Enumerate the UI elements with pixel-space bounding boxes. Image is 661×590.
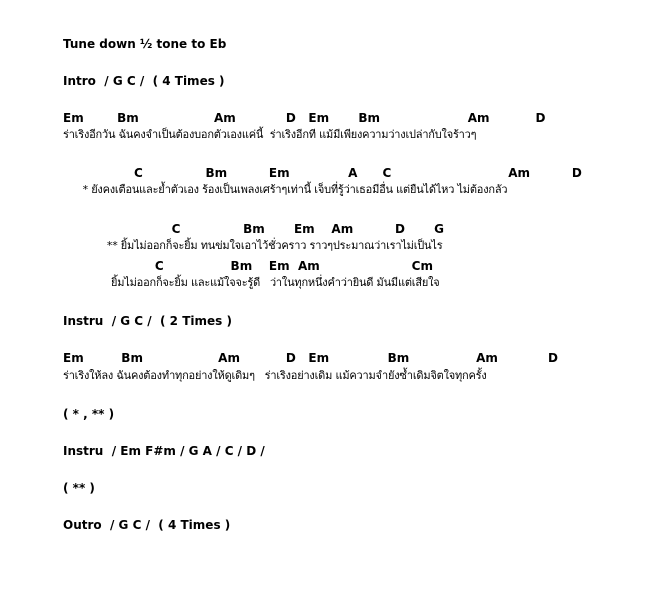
prechorus-lyrics: * ยังคงเตือนและย้ำตัวเอง ร้องเป็นเพลงเศร้าๆเท่านี้ เจ็บที่รู้ว่าเธอมีอื่น แต่ยืนได้ไหว ไม่ต้องกลัว [76,183,508,196]
chorus-b-lyrics: ยิ้มไม่ออกก็จะยิ้ม และแม้ใจจะรู้ดี ว่าในทุกหนึ่งคำว่ายินดี มันมีแต่เสียใจ [111,276,440,289]
intro-line: Intro / G C / ( 4 Times ) [63,74,225,88]
chorus-a-lyrics: ** ยิ้มไม่ออกก็จะยิ้ม ทนข่มใจเอาไว้ชั่วคราว ราวๆประมาณว่าเราไม่เป็นไร [97,239,443,252]
verse1-chords: Em Bm Am D Em Bm Am D [63,111,546,125]
repeat1-line: ( * , ** ) [63,407,115,421]
prechorus-chords: C Bm Em A C Am D [63,166,582,180]
tuning-note: Tune down ½ tone to Eb [63,37,227,51]
outro-line: Outro / G C / ( 4 Times ) [63,518,231,532]
chorus-a-chords: C Bm Em Am D G [63,222,445,236]
repeat2-line: ( ** ) [63,481,95,495]
verse2-lyrics: ร่าเริงให้ลง ฉันคงต้องทำทุกอย่างให้ดูเดิมๆ ร่าเริงอย่างเดิม แม้ความจำยังซ้ำเดิมจิตใจทุกครั้ง [63,369,487,382]
instru1-line: Instru / G C / ( 2 Times ) [63,314,232,328]
verse2-chords: Em Bm Am D Em Bm Am D [63,351,558,365]
verse1-lyrics: ร่าเริงอีกวัน ฉันคงจำเป็นต้องบอกตัวเองแค่นี้ ร่าเริงอีกที แม้มีเพียงความว่างเปล่ากับใจร้าวๆ [63,128,477,141]
chorus-b-chords: C Bm Em Am Cm [63,259,433,273]
instru2-line: Instru / Em F#m / G A / C / D / [63,444,265,458]
